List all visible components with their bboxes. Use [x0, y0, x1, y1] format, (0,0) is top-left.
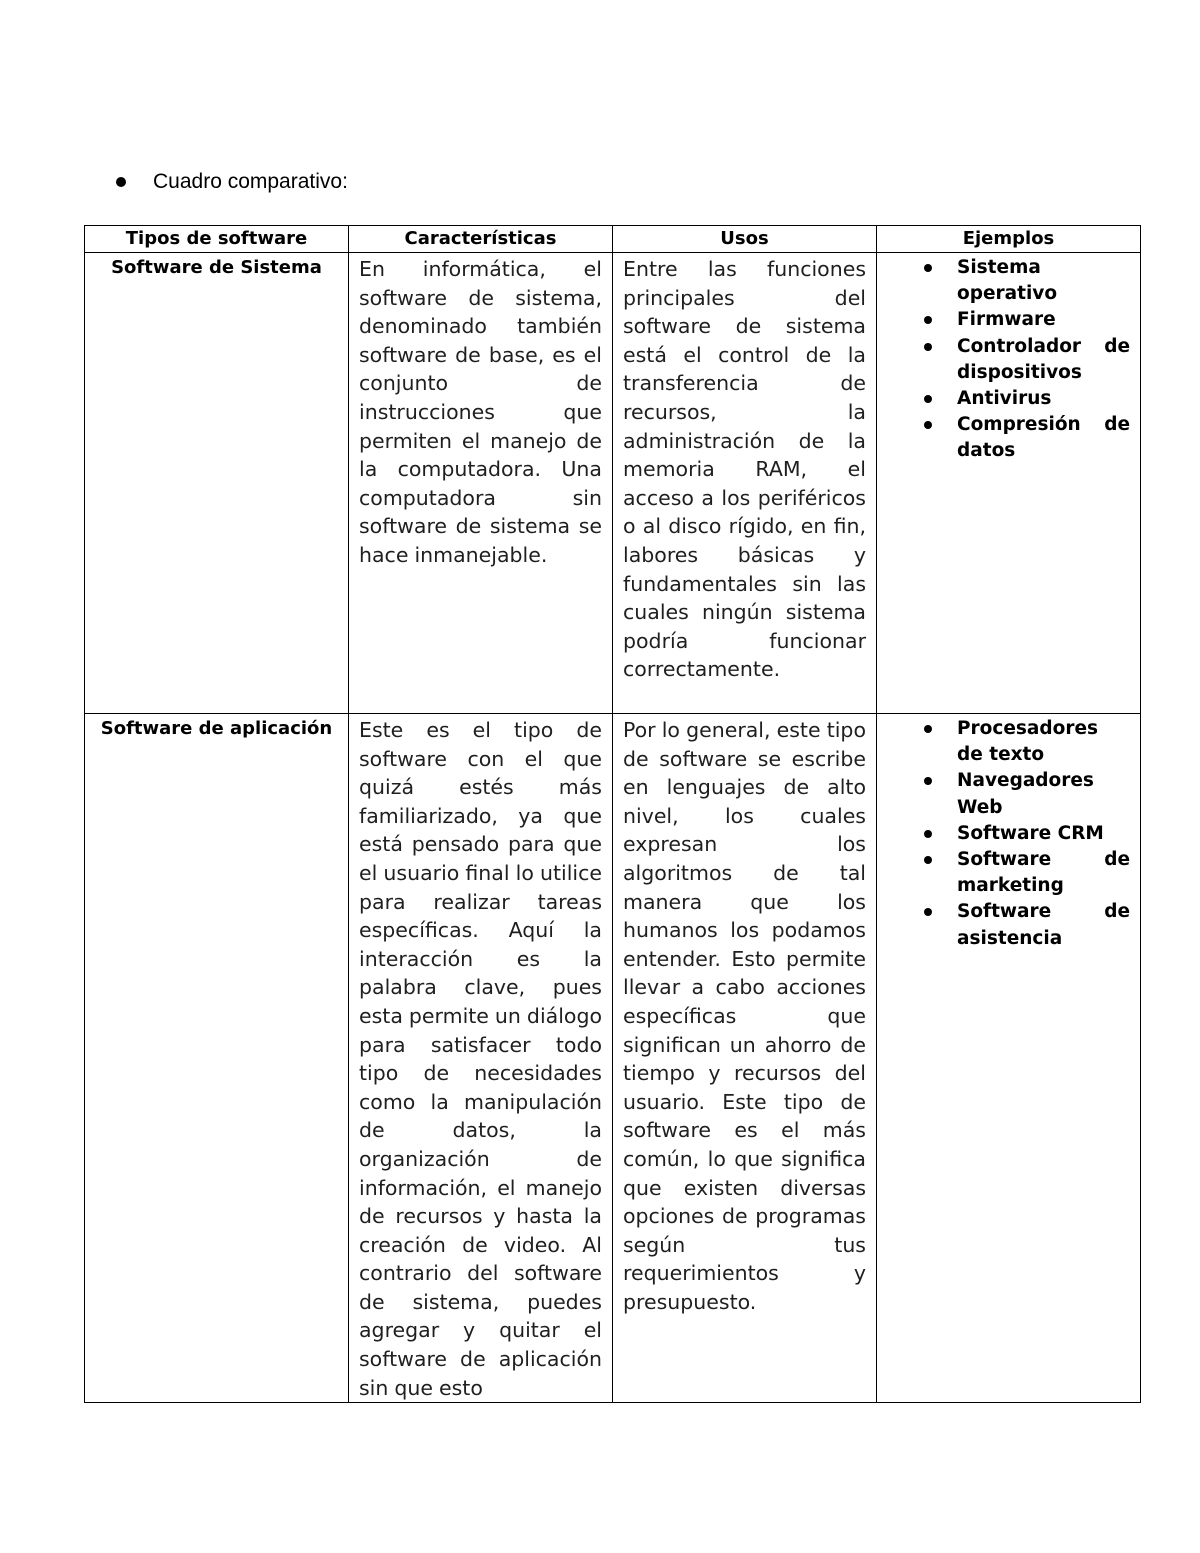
table-row: [85, 253, 1141, 714]
usos-cell: Entre las funciones principales del software de sistema está el control de la transferencia de recursos, la administración de la memoria RAM, el acceso a los periféricos o al disco rígido, en fin, labores básicas y fundamentales sin las cuales ningún sistema podría funcionar correctamente.: [613, 253, 877, 714]
list-item: Software de marketing: [957, 847, 1130, 899]
ejemplos-cell: [877, 253, 1141, 714]
header-usos: Usos: [613, 226, 877, 253]
header-ejemplos: Ejemplos: [877, 226, 1141, 253]
heading-text: Cuadro comparativo:: [153, 170, 348, 193]
caracteristicas-cell: Este es el tipo de software con el que quizá estés más familiarizado, ya que está pensado para que el usuario final lo utilice para realizar tareas específicas. Aquí la interacción es la palabra clave, pues esta permite un diálogo para satisfacer todo tipo de necesidades como la manipulación de datos, la organización de información, el manejo de recursos y hasta la creación de video. Al contrario del software de sistema, puedes agregar y quitar el software de aplicación sin que esto: [349, 714, 613, 1403]
type-cell: Software de aplicación: [85, 714, 349, 1403]
table-row: [85, 714, 1141, 1403]
list-item: Controlador de dispositivos: [957, 334, 1130, 386]
list-item: Procesadores de texto: [957, 716, 1130, 768]
usos-cell: Por lo general, este tipo de software se escribe en lenguajes de alto nivel, los cuales expresan los algoritmos de tal manera que los humanos los podamos entender. Esto permite llevar a cabo acciones específicas que significan un ahorro de tiempo y recursos del usuario. Este tipo de software es el más común, lo que significa que existen diversas opciones de programas según tus requerimientos y presupuesto.: [613, 714, 877, 1403]
ejemplos-cell: [877, 714, 1141, 1403]
list-item: Antivirus: [957, 386, 1130, 412]
type-cell: Software de Sistema: [85, 253, 349, 714]
comparison-table: [84, 225, 1141, 1403]
list-item: Software de asistencia: [957, 899, 1130, 951]
list-item: Firmware: [957, 307, 1130, 333]
bullet-icon: [116, 177, 126, 187]
caracteristicas-cell: En informática, el software de sistema, denominado también software de base, es el conjunto de instrucciones que permiten el manejo de la computadora. Una computadora sin software de sistema se hace inmanejable.: [349, 253, 613, 714]
heading-bullet-item: [116, 166, 348, 198]
header-caracteristicas: Características: [349, 226, 613, 253]
ejemplos-list: [877, 255, 1130, 465]
ejemplos-list: [877, 716, 1130, 952]
list-item: Navegadores Web: [957, 768, 1130, 820]
table-header-row: [85, 226, 1141, 253]
list-item: Compresión de datos: [957, 412, 1130, 464]
header-tipos: Tipos de software: [85, 226, 349, 253]
list-item: Software CRM: [957, 821, 1130, 847]
list-item: Sistema operativo: [957, 255, 1130, 307]
